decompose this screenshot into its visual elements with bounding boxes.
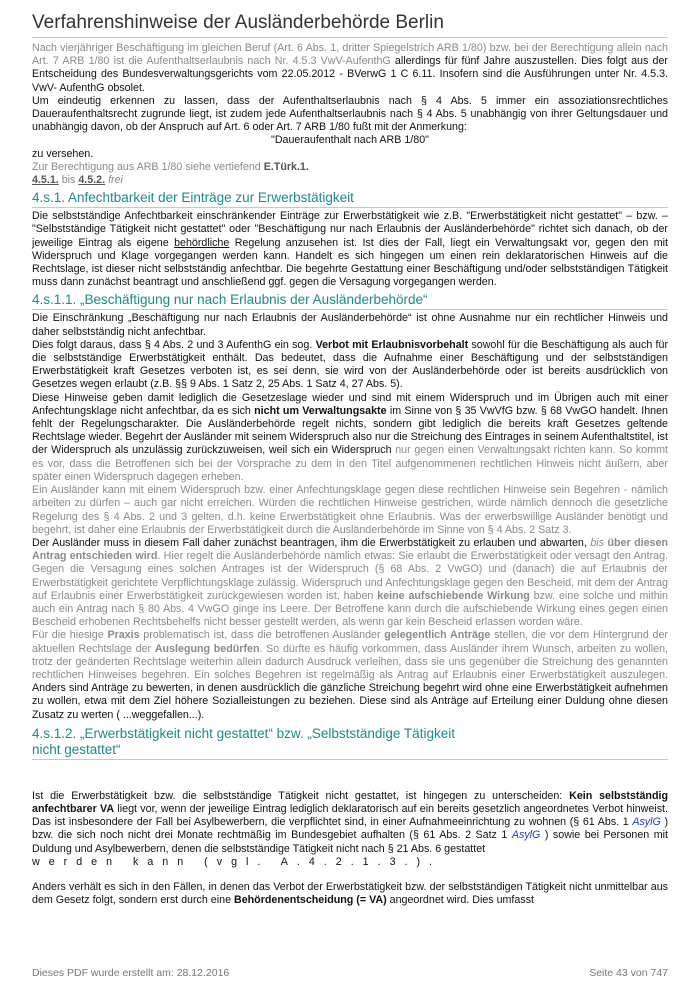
- s3p1-d: ) bzw. die sich noch nicht drei Monate rechtmäßig im Bundesgebiet aufhalten (§ 61 Abs. 2 Satz 1: [32, 816, 668, 842]
- range-free: frei: [105, 174, 123, 187]
- s2p5-a: Der Ausländer muss in diesem Fall daher zunächst beantragen, ihm die Erwerbstätigkeit zu erlauben und abwarten,: [32, 536, 591, 549]
- range-start-link[interactable]: 4.5.1.: [32, 174, 59, 187]
- s2p5-e: keine aufschiebende Wirkung: [377, 589, 530, 602]
- section-heading-4s12: [32, 726, 668, 760]
- intro-dark-text: allerdings für fünf Jahre auszustellen. Dies folgt aus der Entscheidung des Bundesverwaltungsgerichts vom 22.05.2012 - BVerwG 1 C 6.11. Insofern sind die Ausführungen unter Nr. 4.5.3. VwV- AufenthG obsolet.: [32, 55, 668, 94]
- document-body: [32, 42, 668, 907]
- s3-paragraph-1-last-line: werden kann (vgl. A.4.2.1.3.).: [32, 855, 442, 868]
- s3p1-a: Ist die Erwerbstätigkeit bzw. die selbstständige Tätigkeit nicht gestattet, ist hingegen zu unterscheiden:: [32, 789, 570, 802]
- s2p5-f: bzw. eine solche und mithin auch ein Antrag nach § 80 Abs. 4 VwGO ginge ins Leere. Der Betroffene kann durch die aufschiebende Wirkung eines gegen einen Bescheid erhobenen Rechtsbehelfs nicht besser gestellt werden, als wenn gar kein Bescheid erlassen worden wäre.: [32, 589, 668, 629]
- asylg-link-2[interactable]: AsylG: [511, 829, 541, 842]
- paragraph-spacer: [32, 869, 668, 881]
- intro-paragraph-1: [32, 42, 668, 95]
- range-end-link[interactable]: 4.5.2.: [78, 174, 106, 187]
- s3-paragraph-1: [32, 790, 668, 856]
- s1-text-a: Die selbstständige Anfechtbarkeit einschränkender Einträge zur Erwerbstätigkeit wie z.B. "Erwerbstätigkeit nicht gestattet" – bzw. – "Selbstständige Tätigkeit nicht gestattet" oder "Beschäftigung nur nach Erlaubnis der Ausländerbehörde" richtet sich danach, ob der jeweilige Eintrag als eigene: [32, 210, 668, 249]
- s2-paragraph-5: [32, 537, 668, 629]
- s3p2-a: Anders verhält es sich in den Fällen, in denen das Verbot der Erwerbstätigkeit bzw. der selbstständigen Tätigkeit nicht unmittelbar aus dem Gesetz folgt, sondern erst durch eine: [32, 880, 668, 907]
- s2-paragraph-1: Die Einschränkung „Beschäftigung nur nach Erlaubnis der Ausländerbehörde“ ist ohne Ausnahme nur ein rechtlicher Hinweis und daher selbstständig nicht anfechtbar.: [32, 312, 668, 338]
- s2-paragraph-3: [32, 392, 668, 484]
- s2p5-d: . Hier regelt die Ausländerbehörde nämlich etwas: Sie erlaubt die Erwerbstätigkeit oder versagt den Antrag. Gegen die Versagung eines solchen Antrages ist der Widerspruch (§ 68 Abs. 2 VwGO) und (danach) die auf Erlaubnis der Erwerbstätigkeit gerichtete Verpflichtungsklage zulässig. Widerspruch und Anfechtungsklage gegen den Bescheid, mit dem der Antrag auf Erlaubnis einer Erwerbstätigkeit zurückgewiesen worden ist, haben: [32, 550, 668, 602]
- page-title: Verfahrenshinweise der Ausländerbehörde Berlin: [32, 12, 444, 33]
- title-divider: [32, 37, 668, 38]
- asylg-link-1[interactable]: AsylG: [632, 816, 661, 829]
- section-heading-4s1: 4.s.1. Anfechtbarkeit der Einträge zur Erwerbstätigkeit: [32, 190, 668, 208]
- s2p6-h: Anders sind Anträge zu bewerten, in denen ausdrücklich die gänzliche Streichung begehrt wird ohne eine Erwerbstätigkeit aufnehmen zu wollen, etwa mit dem Ziel höhere Sozialleistungen zu beziehen. Diese sind als Anträge auf Erteilung einer Duldung ohne diesen Zusatz zu werten ( ...weggefallen...).: [32, 682, 668, 721]
- s2p6-f: Auslegung bedürfen: [154, 642, 260, 655]
- s3-heading-line-1: 4.s.1.2. „Erwerbstätigkeit nicht gestattet“ bzw. „Selbstständige Tätigkeit: [32, 725, 455, 741]
- s2p6-d: gelegentlich Anträge: [384, 629, 491, 642]
- s2p2-a: Dies folgt daraus, dass § 4 Abs. 2 und 3 AufenthG ein sog.: [32, 338, 316, 351]
- s2p5-b: bis: [590, 536, 604, 549]
- s2p3-c: im Sinne von § 35 VwVfG bzw. § 68 VwGO handelt. Ihnen fehlt der Regelungscharakter. Die Ausländerbehörde regelt nichts, sondern gibt lediglich die bereits kraft Gesetzes geltende Rechtslage wieder. Begehrt der Ausländer mit seinem Widerspruch also nur die Streichung des Eintrages in seinem Aufenthaltstitel, ist der Widerspruch als unzulässig zurückzuweisen, weil sich ein Widerspruch: [32, 404, 668, 457]
- section-4s1-paragraph: [32, 210, 668, 289]
- s2-paragraph-4: Ein Ausländer kann mit einem Widerspruch bzw. einer Anfechtungsklage gegen diese rechtlichen Hinweise sein Begehren - nämlich arbeiten zu dürfen – auch gar nicht erreichen. Würden die rechtlichen Hinweise gestrichen, würde nämlich dennoch die gesetzliche Regelung des § 4 Abs. 2 und 3 gelten, d.h. keine Erwerbstätigkeit ohne Erlaubnis. Was der erwerbswillige Ausländer benötigt und begehrt, ist daher eine Erlaubnis der Erwerbstätigkeit durch die Ausländerbehörde im Sinne von § 4 Abs. 2 Satz 3.: [32, 484, 668, 536]
- range-sep: bis: [58, 174, 79, 187]
- section-heading-4s11: 4.s.1.1. „Beschäftigung nur nach Erlaubnis der Ausländerbehörde“: [32, 292, 668, 310]
- intro-reference: [32, 161, 668, 174]
- reference-text: Zur Berechtigung aus ARB 1/80 siehe vertiefend: [32, 160, 264, 173]
- s2p6-e: stellen, die vor dem Hintergrund der aktuellen Rechtslage der: [32, 629, 668, 655]
- s3p2-b: Behördenentscheidung (= VA): [233, 894, 387, 907]
- s2p6-c: problematisch ist, dass die betroffenen Ausländer: [139, 629, 385, 642]
- intro-range: [32, 174, 668, 187]
- intro-gray-text: Nach vierjähriger Beschäftigung im gleichen Beruf (Art. 6 Abs. 1, dritter Spiegelstrich ARB 1/80) bzw. bei der Berechtigung allein nach Art. 7 ARB 1/80 ist die Aufenthaltserlaubnis nach Nr. 4.5.3 VwV-AufenthG: [32, 42, 668, 68]
- s3-paragraph-2: [32, 881, 668, 907]
- footer-created-date: Dieses PDF wurde erstellt am: 28.12.2016: [32, 967, 230, 979]
- intro-paragraph-2: Um eindeutig erkennen zu lassen, dass der Aufenthaltserlaubnis nach § 4 Abs. 5 immer ein assoziationsrechtliches Daueraufenthaltsrecht zugrunde liegt, ist zudem jede Aufenthaltserlaubnis nach § 4 Abs. 5 unabhängig von ihrer Geltungsdauer und unabhängig davon, ob der Anspruch auf Art. 6 oder Art. 7 ARB 1/80 fußt mit der Anmerkung:: [32, 94, 668, 134]
- s1-text-b: Regelung anzusehen ist. Ist dies der Fall, liegt ein Verwaltungsakt vor, gegen den mit Widerspruch und Klage vorgegangen werden kann. Handelt es sich hingegen um einen rein deklaratorischen Hinweis auf die Rechtslage, ist dieser nicht selbstständig anfechtbar. Die begehrte Gestattung einer Beschäftigung und/oder selbstständigen Tätigkeit muss dann zunächst beantragt und anschließend ggf. gegen die Versagung vorgegangen werden.: [32, 236, 668, 289]
- s2p3-a: Diese Hinweise geben damit lediglich die Gesetzeslage wieder und sind mit einem Widerspruch und im Übrigen auch mit einer Anfechtungsklage nicht anfechtbar, da es sich: [32, 391, 668, 417]
- section-spacer: [32, 762, 668, 790]
- footer-page-number: Seite 43 von 747: [589, 967, 668, 979]
- s3p1-c: liegt vor, wenn der jeweilige Eintrag lediglich deklaratorisch auf ein bereits gesetzlich angeordnetes Verbot hinweist. Das ist insbesondere der Fall bei Asylbewerbern, die verpflichtet sind, in einer Aufnahmeeinrichtung zu wohnen (§ 61 Abs. 1: [32, 802, 668, 829]
- s3-heading-line-2: nicht gestattet“: [32, 741, 121, 757]
- intro-quote: "Daueraufenthalt nach ARB 1/80": [271, 134, 429, 147]
- s2p6-a: Für die hiesige: [32, 629, 108, 642]
- s1-underlined: behördliche: [174, 236, 230, 249]
- s2p2-c: sowohl für die Beschäftigung als auch für die selbstständige Erwerbstätigkeit enthält. Das bedeutet, dass die Aufnahme einer Beschäftigung und der selbstständigen Erwerbstätigkeit kraft Gesetzes verboten ist, es sei denn, sie wird von der Ausländerbehörde oder ist bereits ausdrücklich von Gesetzes wegen erlaubt (z.B. §§ 9 Abs. 1 Satz 2, 25 Abs. 1 Satz 4, 27 Abs. 5).: [32, 338, 669, 391]
- s3p1-b: Kein selbstständig anfechtbarer VA: [32, 789, 668, 815]
- s2p6-g: . So dürfte es häufig vorkommen, dass Ausländer ihrem Wunsch, arbeiten zu wollen, trotz der geänderten Rechtslage weiterhin allein dadurch Ausdruck verleihen, dass sie uns gegenüber die Streichung des genannten rechtlichen Hinweises begehren. Ein solches Begehren ist regelmäßig als Antrag auf Erlaubnis einer Erwerbstätigkeit auszulegen.: [32, 642, 669, 681]
- s2p6-b: Praxis: [107, 629, 140, 642]
- s3p1-e: ) sowie bei Personen mit Duldung und Asylbewerbern, denen die selbstständige Tätigkeit nicht nach § 21 Abs. 6 gestattet: [32, 829, 668, 855]
- s2p5-c: über diesen Antrag entschieden wird: [32, 536, 668, 563]
- s3p2-c: angeordnet wird. Dies umfasst: [386, 894, 535, 907]
- s2p3-d: nur gegen einen Verwaltungsakt richten kann. So kommt es vor, dass die Betroffenen sich bei der Vorsprache zu dem in den Titel aufgenommenen rechtlichen Hinweis nicht äußern, aber später einen Widerspruch dagegen erheben.: [32, 444, 668, 483]
- s2p2-b: Verbot mit Erlaubnisvorbehalt: [315, 338, 469, 351]
- s2-paragraph-2: [32, 339, 668, 392]
- intro-paragraph-3: zu versehen.: [32, 147, 94, 160]
- s2-paragraph-6: [32, 629, 668, 721]
- reference-link[interactable]: E.Türk.1.: [263, 160, 309, 173]
- s2p3-b: nicht um Verwaltungsakte: [254, 404, 387, 417]
